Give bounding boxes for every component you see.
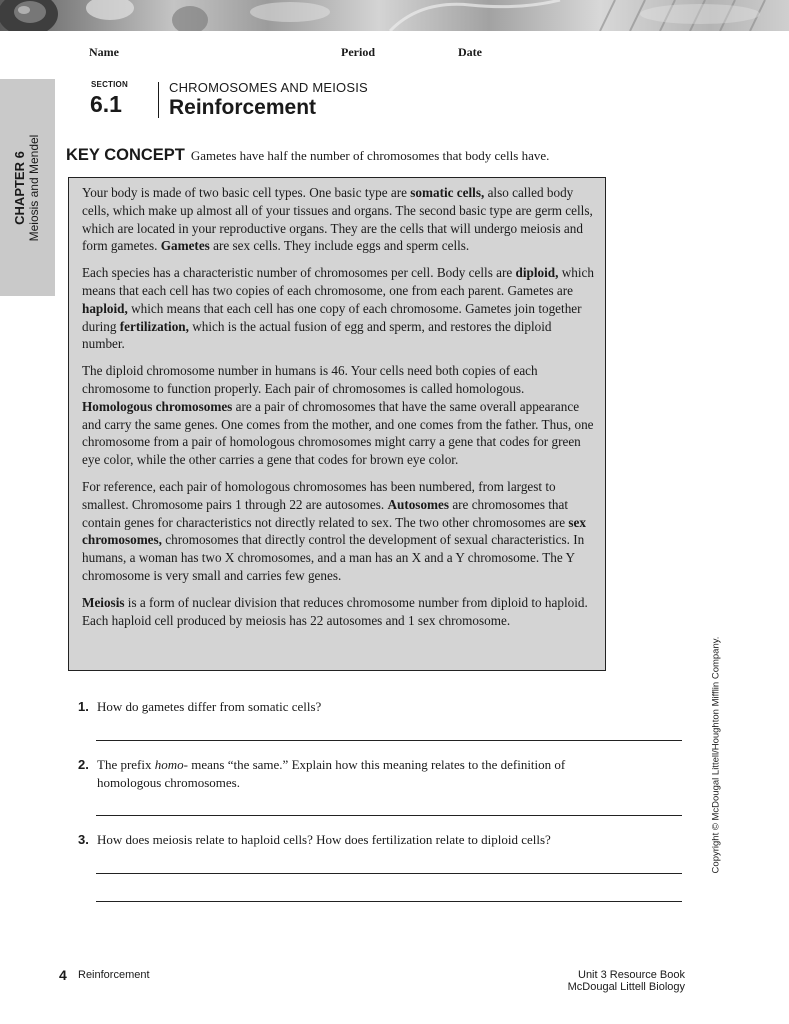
footer-book-title: McDougal Littell Biology — [567, 981, 685, 993]
question-3-answer-line-2[interactable] — [96, 901, 682, 902]
term-fertilization: fertilization, — [119, 318, 189, 334]
chapter-number: CHAPTER 6 — [12, 151, 27, 225]
term-gametes: Gametes — [160, 238, 210, 254]
p3-text-a: The diploid chromosome number in humans is 46. Your cells need both copies of each chromosome to function properly. Each pair of chromosomes is called homologous. — [82, 363, 538, 396]
period-label: Period — [341, 45, 375, 59]
question-2-text-before: The prefix — [97, 757, 155, 772]
question-1-number: 1. — [78, 699, 89, 714]
p3-text-c: are a pair of chromosomes that have the same overall appearance and carry the same genes. One comes from the mother, and one comes from the father. Thus, one chromosome from a pair of homologous chromosomes might carry a gene that codes for green eye color, while the other carries a gene that codes for brown eye color. — [82, 398, 594, 468]
question-1-answer-line[interactable] — [96, 740, 682, 741]
question-2-answer-line[interactable] — [96, 815, 682, 816]
p1-text-c: also called body cells, which make up almost all of your tissues and organs. The second basic type are germ cells, which are located in your reproductive organs. They are the cells that will undergo meiosis and form gametes. — [82, 185, 593, 254]
header-banner-image — [0, 0, 789, 31]
p5-text-b: is a form of nuclear division that reduces chromosome number from diploid to haploid. Each haploid cell produced by meiosis has 22 autosomes and 1 sex chromosome. — [82, 594, 588, 628]
reading-paragraph-4 — [82, 478, 595, 585]
p1-text-a: Your body is made of two basic cell types. One basic type are — [82, 185, 411, 200]
key-concept-text: Gametes have half the number of chromosomes that body cells have. — [190, 148, 550, 163]
reading-passage-box — [68, 177, 606, 671]
term-homologous-chromosomes: Homologous chromosomes — [82, 398, 233, 414]
term-somatic-cells: somatic cells, — [410, 185, 485, 200]
p2-text-g: which is the actual fusion of egg and sperm, and restores the diploid number. — [82, 318, 552, 352]
question-1 — [78, 698, 618, 716]
p4-text-e: chromosomes that directly control the development of sexual characteristics. In humans, a woman has two X chromosomes, and a man has an X and a Y chromosome. The Y chromosome is very small and carries few genes. — [82, 532, 585, 583]
reading-paragraph-2 — [82, 264, 595, 353]
name-label: Name — [89, 45, 119, 59]
question-2 — [78, 756, 618, 792]
p4-text-c: are chromosomes that contain genes for characteristics not directly related to sex. The two other chromosomes are — [82, 496, 569, 530]
key-concept-label: KEY CONCEPT — [66, 146, 185, 164]
banner-decoration-graphic — [0, 0, 789, 31]
date-label: Date — [458, 45, 482, 59]
section-topic: CHROMOSOMES AND MEIOSIS — [169, 80, 368, 95]
term-meiosis: Meiosis — [82, 594, 125, 610]
question-2-italic-term: homo- — [154, 757, 188, 772]
p2-text-e: which means that each cell has one copy of each chromosome. Gametes join together during — [82, 300, 582, 334]
page-number: 4 — [59, 967, 67, 983]
term-haploid: haploid, — [82, 300, 128, 316]
key-concept — [66, 146, 549, 165]
p2-text-c: which means that each cell has two copies of each chromosome, one from each parent. Gametes are — [82, 265, 594, 298]
question-2-number: 2. — [78, 757, 89, 772]
term-sex-chromosomes: sex chromosomes, — [82, 514, 587, 548]
title-divider — [158, 82, 159, 118]
copyright-notice: Copyright © McDougal Littell/Houghton Mifflin Company. — [710, 636, 722, 874]
reading-paragraph-1 — [82, 184, 595, 255]
question-3-answer-line-1[interactable] — [96, 873, 682, 874]
page-title: Reinforcement — [169, 96, 317, 119]
term-diploid: diploid, — [515, 265, 559, 281]
p2-text-a: Each species has a characteristic number of chromosomes per cell. Body cells are — [82, 265, 516, 281]
chapter-subtitle: Meiosis and Mendel — [27, 134, 41, 242]
term-autosomes: Autosomes — [387, 496, 450, 512]
footer-book-info — [568, 969, 685, 993]
section-number: 6.1 — [90, 91, 122, 117]
question-1-text: How do gametes differ from somatic cells? — [97, 699, 322, 714]
footer-resource-book: Unit 3 Resource Book — [578, 969, 685, 981]
question-2-text-after: means “the same.” Explain how this meaning relates to the definition of homologous chromosomes. — [97, 757, 566, 790]
reading-paragraph-3 — [82, 362, 595, 469]
p4-text-a: For reference, each pair of homologous chromosomes has been numbered, from largest to smallest. Chromosome pairs 1 through 22 are autosomes. — [82, 478, 556, 512]
chapter-side-tab-text — [13, 78, 41, 298]
footer-section-name: Reinforcement — [78, 969, 150, 981]
reading-paragraph-5 — [82, 594, 595, 630]
question-3-number: 3. — [78, 832, 89, 847]
question-3-text: How does meiosis relate to haploid cells? How does fertilization relate to diploid cells? — [97, 832, 551, 847]
section-label: SECTION — [91, 80, 128, 89]
question-3 — [78, 831, 618, 849]
p1-text-e: are sex cells. They include eggs and sperm cells. — [209, 238, 470, 254]
